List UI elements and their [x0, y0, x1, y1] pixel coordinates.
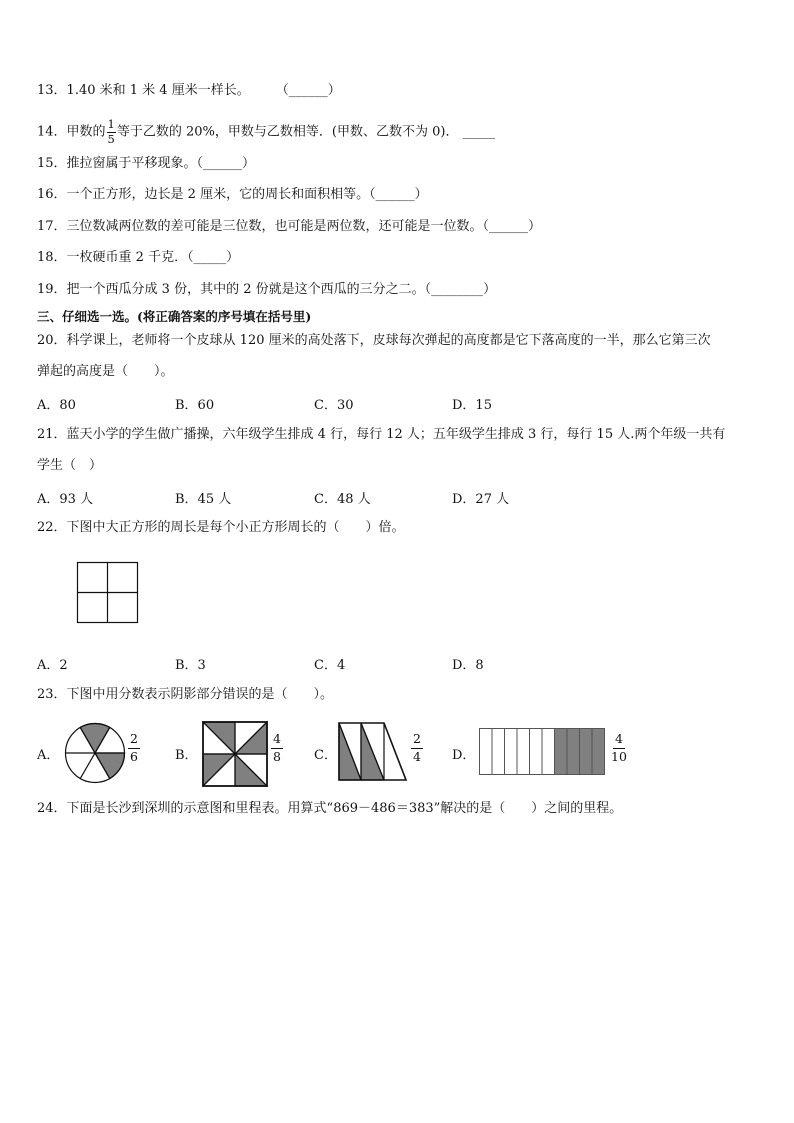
- q21-option-d: D．27 人: [452, 492, 510, 507]
- q23-option-b-fraction: [271, 733, 283, 763]
- question-14-suffix: 等于乙数的 20%，甲数与乙数相等．(甲数、乙数不为 0)． _____: [116, 124, 496, 140]
- question-22: 22．下图中大正方形的周长是每个小正方形周长的（ ）倍。: [37, 520, 405, 535]
- question-20-line-1: 20．科学课上，老师将一个皮球从 120 厘米的高处落下，皮球每次弹起的高度都是它下落高度的一半，那么它第三次: [37, 333, 711, 348]
- q23-option-b-label: B．: [175, 748, 198, 763]
- question-24: 24．下面是长沙到深圳的示意图和里程表。用算式“869－486＝383”解决的是（ ）之间的里程。: [37, 801, 623, 816]
- q23-option-c-label: C．: [314, 748, 337, 763]
- question-23: 23．下图中用分数表示阴影部分错误的是（ ）。: [37, 687, 334, 702]
- q23-option-a-fraction: [128, 733, 140, 763]
- question-18: 18．一枚硬币重 2 千克．（_____）: [37, 250, 240, 265]
- q22-option-a: A．2: [37, 658, 68, 673]
- q21-option-b: B．45 人: [175, 492, 232, 507]
- large-square-figure: [77, 562, 139, 624]
- q23-option-d-fraction: [611, 733, 627, 763]
- fraction-denominator: 4: [413, 748, 421, 764]
- q23-option-a-label: A．: [37, 748, 60, 763]
- fraction-numerator: 4: [271, 733, 283, 749]
- bar-tenths-figure: [479, 728, 609, 776]
- section-3-heading: 三、仔细选一选。(将正确答案的序号填在括号里): [37, 309, 312, 324]
- q20-option-b: B．60: [175, 398, 215, 413]
- q20-option-d: D．15: [452, 398, 492, 413]
- fraction-numerator: 2: [411, 733, 423, 749]
- fraction-denominator: 8: [273, 748, 281, 764]
- parallelogram-quarters-figure: [338, 722, 408, 782]
- fraction-numerator: 1: [107, 117, 115, 131]
- q23-option-c-fraction: [411, 733, 423, 763]
- question-21-line-2: 学生（ ）: [37, 458, 103, 473]
- square-eighths-figure: [202, 721, 268, 787]
- fraction-numerator: 2: [128, 733, 140, 749]
- question-20-line-2: 弹起的高度是（ ）。: [37, 364, 174, 379]
- fraction-one-fifth: [107, 119, 116, 145]
- question-15: 15．推拉窗属于平移现象。（______）: [37, 156, 256, 171]
- question-21-line-1: 21．蓝天小学的学生做广播操，六年级学生排成 4 行，每行 12 人；五年级学生排成 3 行，每行 15 人.两个年级一共有: [37, 427, 726, 442]
- question-14-prefix: 14．甲数的: [37, 124, 106, 140]
- q21-option-c: C．48 人: [314, 492, 371, 507]
- fraction-denominator: 6: [130, 748, 138, 764]
- q22-option-d: D．8: [452, 658, 484, 673]
- q21-option-a: A．93 人: [37, 492, 94, 507]
- question-19: 19．把一个西瓜分成 3 份，其中的 2 份就是这个西瓜的三分之二。（________）: [37, 282, 497, 297]
- q22-option-b: B．3: [175, 658, 206, 673]
- question-17: 17．三位数减两位数的差可能是三位数，也可能是两位数，还可能是一位数。（______）: [37, 219, 542, 234]
- q20-option-c: C．30: [314, 398, 354, 413]
- circle-sixths-figure: [64, 722, 126, 784]
- shaded-sector: [80, 723, 110, 753]
- question-13: 13．1.40 米和 1 米 4 厘米一样长。 （______）: [37, 83, 341, 98]
- q23-option-d-label: D．: [452, 748, 476, 763]
- question-16: 16．一个正方形，边长是 2 厘米，它的周长和面积相等。（______）: [37, 187, 428, 202]
- q20-option-a: A．80: [37, 398, 76, 413]
- shaded-sector: [95, 753, 125, 779]
- fraction-denominator: 10: [611, 748, 627, 764]
- question-14: [37, 119, 495, 145]
- q22-option-c: C．4: [314, 658, 346, 673]
- fraction-numerator: 4: [613, 733, 625, 749]
- fraction-denominator: 5: [107, 131, 115, 146]
